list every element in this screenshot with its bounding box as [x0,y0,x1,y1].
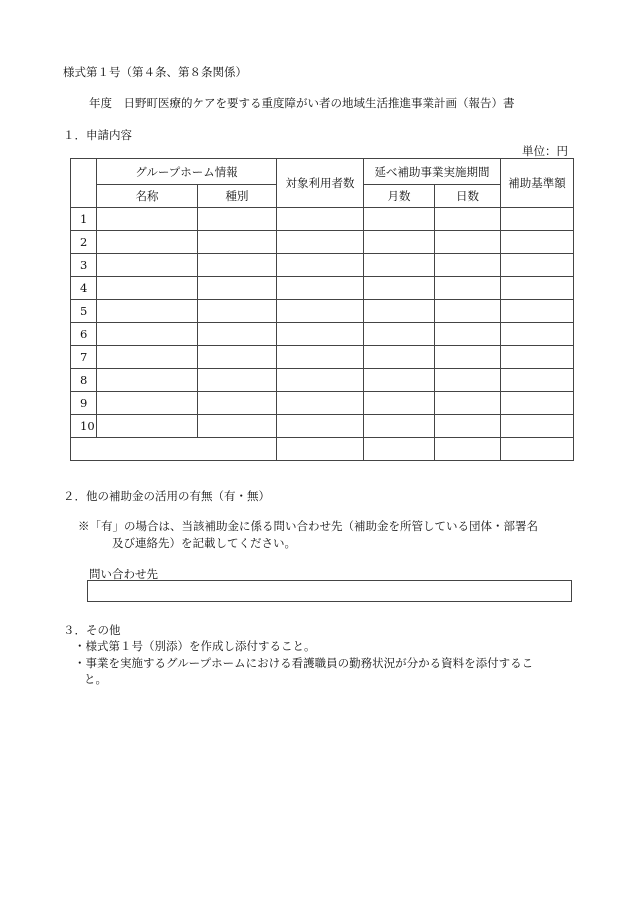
days-cell[interactable] [435,392,501,415]
document-title: 年度 日野町医療的ケアを要する重度障がい者の地域生活推進事業計画（報告）書 [89,96,515,110]
users-cell[interactable] [277,300,364,323]
total-users-cell[interactable] [277,438,364,461]
users-cell[interactable] [277,277,364,300]
row-number: 6 [71,323,97,346]
users-cell[interactable] [277,392,364,415]
unit-label: 単位：円 [522,144,568,158]
section3-heading: ３．その他 [63,623,121,637]
note-line-2: 及び連絡先）を記載してください。 [112,536,296,550]
total-amount-cell[interactable] [501,438,574,461]
amount-cell[interactable] [501,392,574,415]
period-header: 延べ補助事業実施期間 [364,159,501,185]
row-number: 2 [71,231,97,254]
row-number: 3 [71,254,97,277]
other-bullet-2: ・事業を実施するグループホームにおける看護職員の勤務状況が分かる資料を添付するこ [74,656,534,670]
amount-cell[interactable] [501,323,574,346]
amount-cell[interactable] [501,231,574,254]
contact-field[interactable] [87,580,572,602]
other-bullet-1: ・様式第１号（別添）を作成し添付すること。 [74,639,316,653]
type-cell[interactable] [198,392,277,415]
table-row [71,231,574,254]
type-cell[interactable] [198,231,277,254]
name-cell[interactable] [97,369,198,392]
type-cell[interactable] [198,346,277,369]
row-number: 4 [71,277,97,300]
type-cell[interactable] [198,369,277,392]
amount-cell[interactable] [501,346,574,369]
type-cell[interactable] [198,277,277,300]
months-cell[interactable] [364,231,435,254]
users-cell[interactable] [277,254,364,277]
months-cell[interactable] [364,277,435,300]
days-cell[interactable] [435,208,501,231]
users-cell[interactable] [277,369,364,392]
name-cell[interactable] [97,277,198,300]
table-row [71,346,574,369]
table-row [71,369,574,392]
users-cell[interactable] [277,415,364,438]
row-number: 7 [71,346,97,369]
users-cell[interactable] [277,323,364,346]
header-blank-cell [71,159,97,208]
table-row [71,254,574,277]
name-cell[interactable] [97,415,198,438]
days-cell[interactable] [435,415,501,438]
section2-heading: ２．他の補助金の活用の有無（有・無） [63,489,270,503]
months-cell[interactable] [364,323,435,346]
months-cell[interactable] [364,369,435,392]
days-cell[interactable] [435,231,501,254]
table-row [71,300,574,323]
users-cell[interactable] [277,346,364,369]
type-cell[interactable] [198,254,277,277]
name-cell[interactable] [97,392,198,415]
months-header: 月数 [364,185,435,208]
type-cell[interactable] [198,323,277,346]
days-cell[interactable] [435,300,501,323]
row-number: 5 [71,300,97,323]
table-row [71,208,574,231]
type-cell[interactable] [198,300,277,323]
months-cell[interactable] [364,300,435,323]
table-row [71,415,574,438]
application-table [70,158,574,461]
days-cell[interactable] [435,277,501,300]
amount-cell[interactable] [501,415,574,438]
row-number: 9 [71,392,97,415]
section1-heading: １．申請内容 [63,128,132,142]
total-label-cell [71,438,277,461]
months-cell[interactable] [364,392,435,415]
row-number: 8 [71,369,97,392]
amount-cell[interactable] [501,208,574,231]
days-cell[interactable] [435,254,501,277]
note-line-1: ※「有」の場合は、当該補助金に係る問い合わせ先（補助金を所管している団体・部署名 [78,519,538,533]
table-row [71,323,574,346]
name-cell[interactable] [97,231,198,254]
months-cell[interactable] [364,254,435,277]
days-cell[interactable] [435,346,501,369]
type-cell[interactable] [198,415,277,438]
months-cell[interactable] [364,346,435,369]
name-cell[interactable] [97,323,198,346]
row-number: 1 [71,208,97,231]
days-header: 日数 [435,185,501,208]
type-cell[interactable] [198,208,277,231]
type-header: 種別 [198,185,277,208]
group-home-info-header: グループホーム情報 [97,159,277,185]
days-cell[interactable] [435,323,501,346]
amount-cell[interactable] [501,300,574,323]
name-header: 名称 [97,185,198,208]
base-amount-header: 補助基準額 [501,159,574,208]
total-row [71,438,574,461]
amount-cell[interactable] [501,277,574,300]
name-cell[interactable] [97,300,198,323]
amount-cell[interactable] [501,369,574,392]
months-cell[interactable] [364,415,435,438]
days-cell[interactable] [435,369,501,392]
row-number: 10 [71,415,97,438]
months-cell[interactable] [364,208,435,231]
name-cell[interactable] [97,208,198,231]
name-cell[interactable] [97,254,198,277]
total-months-cell[interactable] [364,438,435,461]
users-cell[interactable] [277,208,364,231]
other-bullet-2-cont: と。 [84,672,107,686]
users-count-header: 対象利用者数 [277,159,364,208]
total-days-cell[interactable] [435,438,501,461]
amount-cell[interactable] [501,254,574,277]
table-row [71,277,574,300]
users-cell[interactable] [277,231,364,254]
table-row [71,392,574,415]
name-cell[interactable] [97,346,198,369]
form-number: 様式第１号（第４条、第８条関係） [63,65,247,79]
contact-label: 問い合わせ先 [89,567,158,581]
